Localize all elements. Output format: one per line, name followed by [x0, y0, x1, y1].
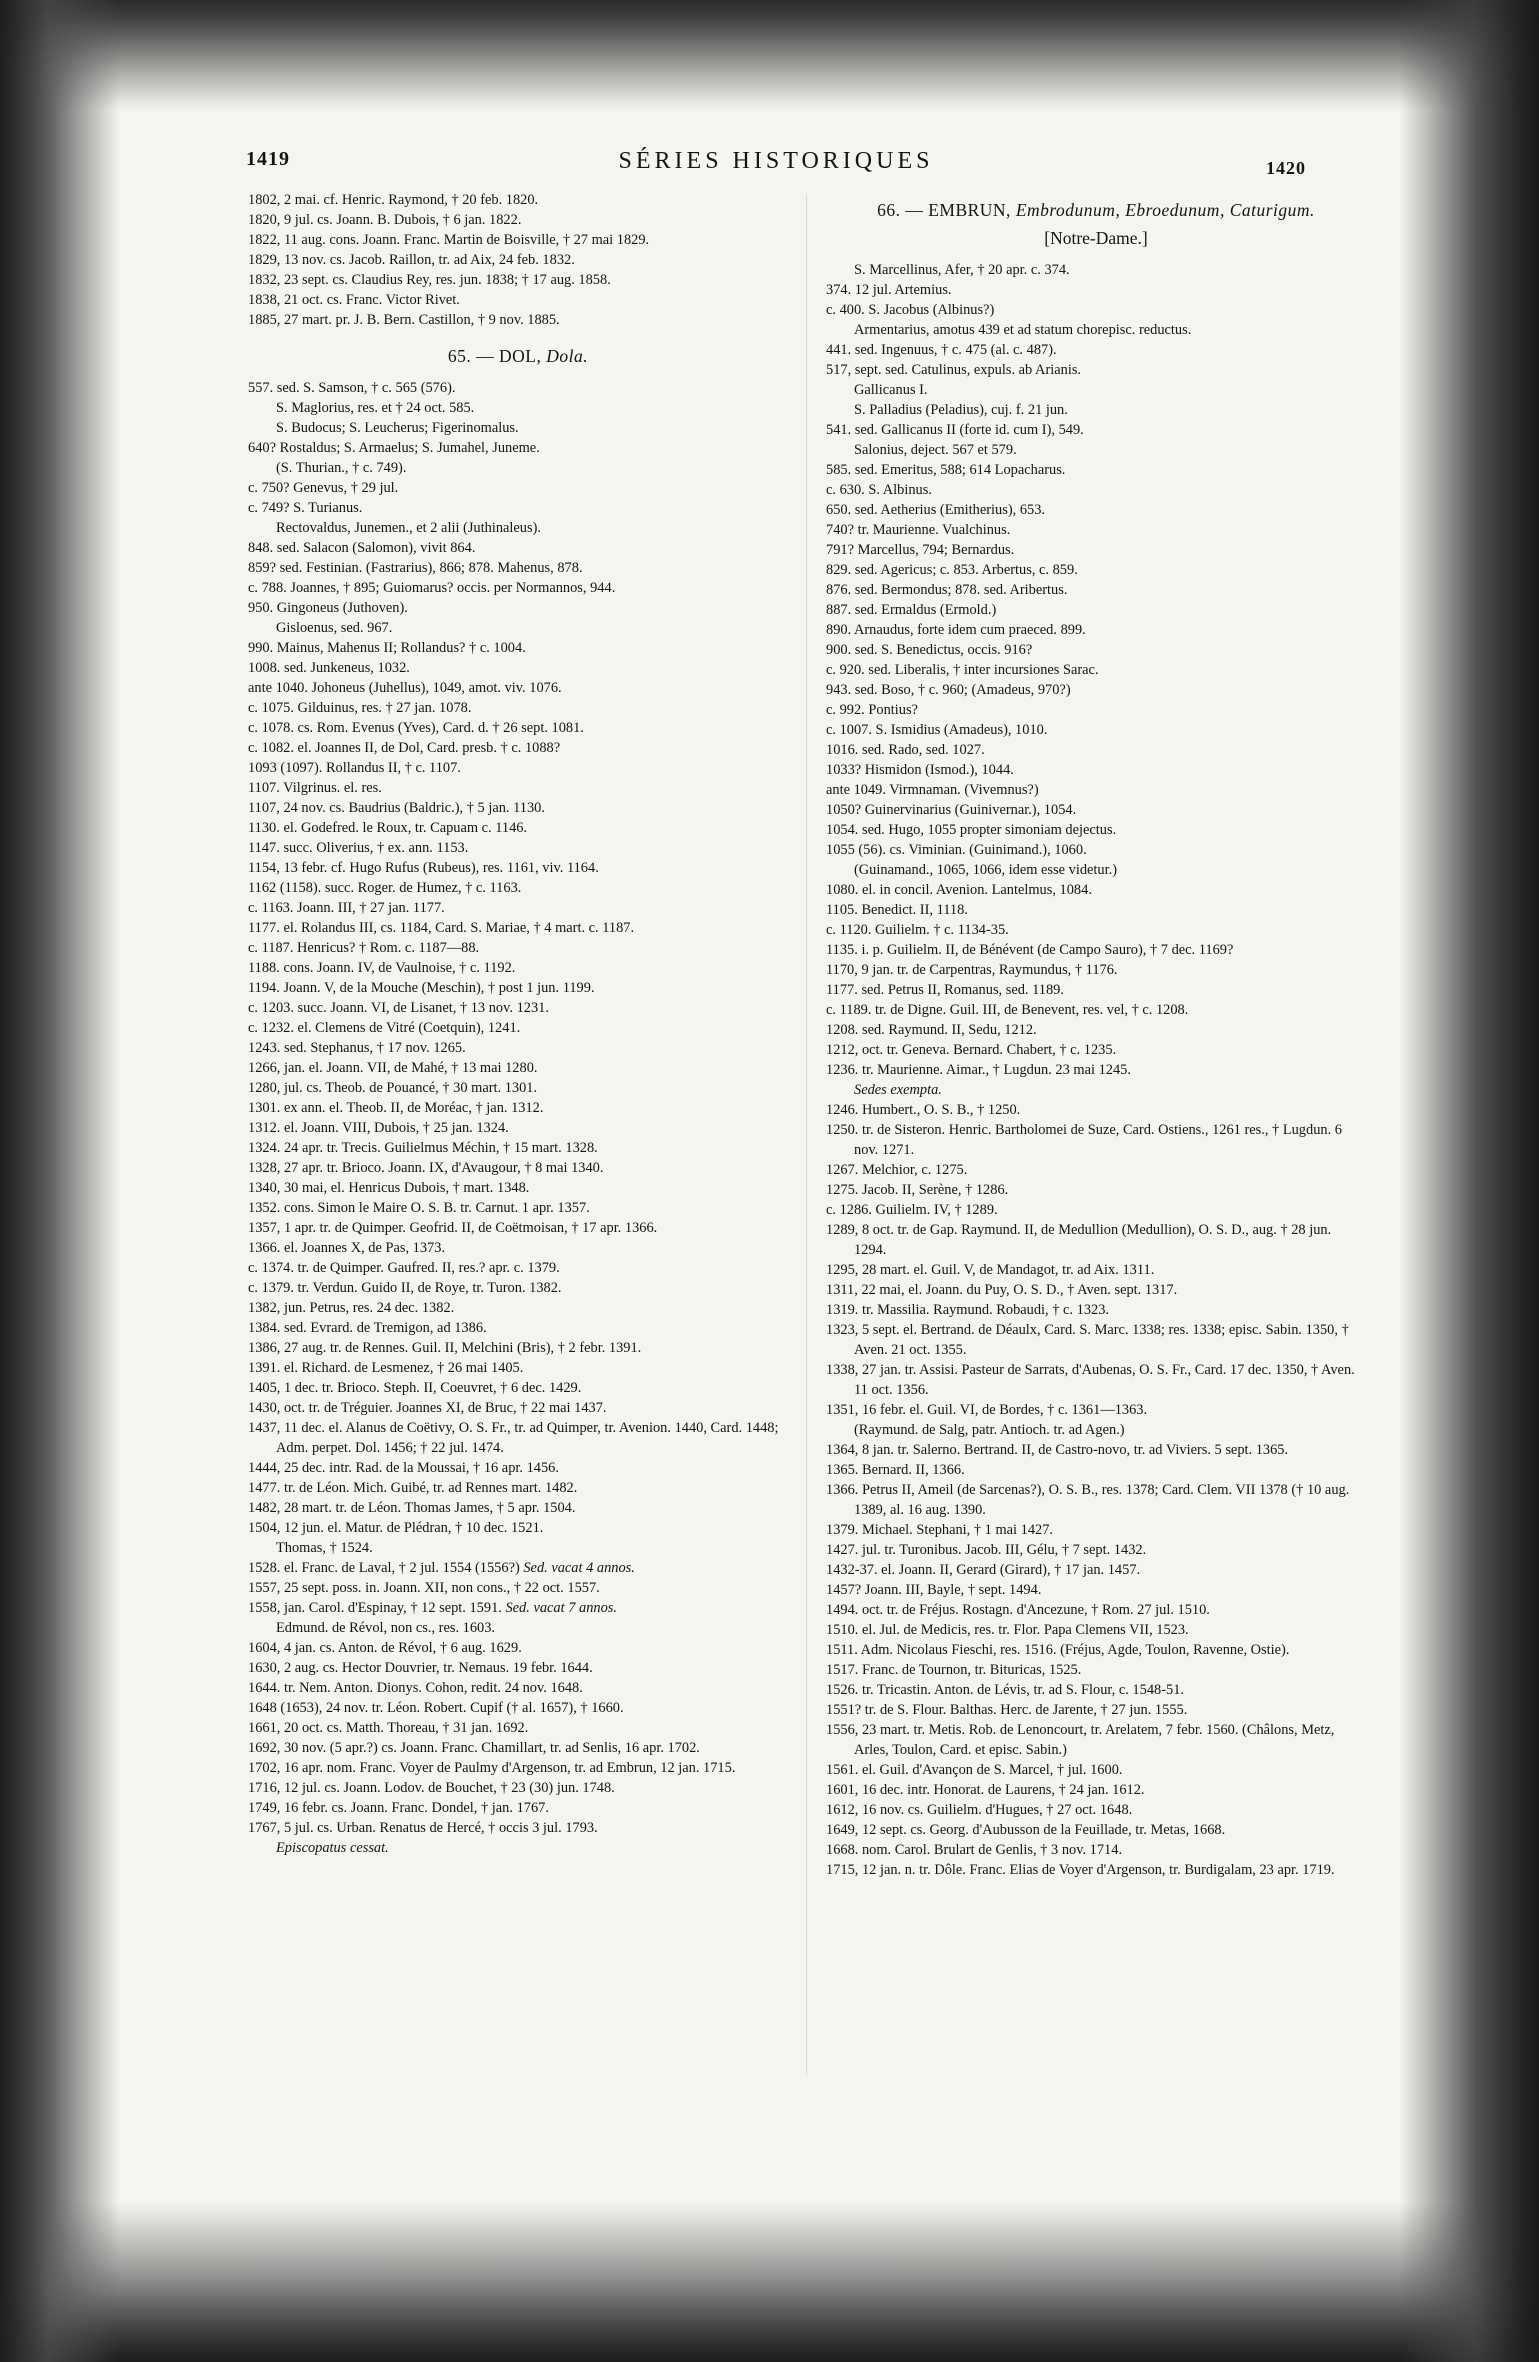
list-entry: 1526. tr. Tricastin. Anton. de Lévis, tr. ad S. Flour, c. 1548-51. — [826, 1682, 1184, 1698]
list-entry: c. 630. S. Albinus. — [826, 482, 932, 498]
list-entry: 1802, 2 mai. cf. Henric. Raymond, † 20 feb. 1820. — [248, 192, 539, 208]
list-entry: 1612, 16 nov. cs. Guilielm. d'Hugues, † 27 oct. 1648. — [826, 1802, 1133, 1818]
list-entry: (Guinamand., 1065, 1066, idem esse videtur.) — [854, 862, 1117, 878]
list-entry: 1319. tr. Massilia. Raymund. Robaudi, † c. 1323. — [826, 1302, 1109, 1318]
list-entry: 1517. Franc. de Tournon, tr. Bituricas, 1525. — [826, 1662, 1082, 1678]
list-entry: 1386, 27 aug. tr. de Rennes. Guil. II, Melchini (Bris), † 2 febr. 1391. — [248, 1340, 642, 1356]
list-entry: 557. sed. S. Samson, † c. 565 (576). — [248, 380, 456, 396]
entry-1528 — [248, 1558, 788, 1578]
list-entry: c. 1163. Joann. III, † 27 jan. 1177. — [248, 900, 445, 916]
scan-edge-right — [1399, 0, 1539, 2362]
list-entry: 1194. Joann. V, de la Mouche (Meschin), † post 1 jun. 1199. — [248, 980, 595, 996]
list-entry: c. 750? Genevus, † 29 jul. — [248, 480, 399, 496]
list-entry: 1170, 9 jan. tr. de Carpentras, Raymundus, † 1176. — [826, 962, 1118, 978]
list-entry: 1107, 24 nov. cs. Baudrius (Baldric.), † 5 jan. 1130. — [248, 800, 545, 816]
entry-1558 — [248, 1598, 788, 1618]
list-entry: 1437, 11 dec. el. Alanus de Coëtivy, O. S. Fr., tr. ad Quimper, tr. Avenion. 1440, Card. 1448; Adm. perpet. Dol. 1456; † 22 jul. 1474. — [248, 1420, 779, 1456]
list-entry: c. 992. Pontius? — [826, 702, 918, 718]
list-entry: 1366. el. Joannes X, de Pas, 1373. — [248, 1240, 446, 1256]
list-entry: S. Budocus; S. Leucherus; Figerinomalus. — [276, 420, 519, 436]
list-entry: 1556, 23 mart. tr. Metis. Rob. de Lenoncourt, tr. Arelatem, 7 febr. 1560. (Châlons, Metz, Arles, Toulon, Card. et episc. Sabin.) — [826, 1722, 1335, 1758]
column-divider — [806, 195, 807, 2075]
list-entry: 1384. sed. Evrard. de Tremigon, ad 1386. — [248, 1320, 487, 1336]
list-entry: 848. sed. Salacon (Salomon), vivit 864. — [248, 540, 476, 556]
list-entry: c. 1232. el. Clemens de Vitré (Coetquin), 1241. — [248, 1020, 521, 1036]
list-entry: 1644. tr. Nem. Anton. Dionys. Cohon, redit. 24 nov. 1648. — [248, 1680, 583, 1696]
list-entry: 1504, 12 jun. el. Matur. de Plédran, † 10 dec. 1521. — [248, 1520, 544, 1536]
list-entry: 1328, 27 apr. tr. Brioco. Joann. IX, d'Avaugour, † 8 mai 1340. — [248, 1160, 604, 1176]
list-entry: 1365. Bernard. II, 1366. — [826, 1462, 965, 1478]
list-entry: 900. sed. S. Benedictus, occis. 916? — [826, 642, 1033, 658]
list-entry: 1208. sed. Raymund. II, Sedu, 1212. — [826, 1022, 1037, 1038]
list-entry: 1692, 30 nov. (5 apr.?) cs. Joann. Franc. Chamillart, tr. ad Senlis, 16 apr. 1702. — [248, 1740, 700, 1756]
section-title-embrun — [826, 198, 1366, 222]
list-entry: S. Palladius (Peladius), cuj. f. 21 jun. — [854, 402, 1068, 418]
list-entry: 1379. Michael. Stephani, † 1 mai 1427. — [826, 1522, 1054, 1538]
list-entry: 1080. el. in concil. Avenion. Lantelmus, 1084. — [826, 882, 1092, 898]
list-entry: S. Marcellinus, Afer, † 20 apr. c. 374. — [854, 262, 1070, 278]
list-entry: (S. Thurian., † c. 749). — [276, 460, 407, 476]
list-entry: 640? Rostaldus; S. Armaelus; S. Jumahel, Juneme. — [248, 440, 540, 456]
list-entry: 1177. sed. Petrus II, Romanus, sed. 1189. — [826, 982, 1064, 998]
list-entry: 1427. jul. tr. Turonibus. Jacob. III, Gélu, † 7 sept. 1432. — [826, 1542, 1147, 1558]
list-entry: 1715, 12 jan. n. tr. Dôle. Franc. Elias de Voyer d'Argenson, tr. Burdigalam, 23 apr. 1719. — [826, 1862, 1335, 1878]
list-entry: 1340, 30 mai, el. Henricus Dubois, † mart. 1348. — [248, 1180, 530, 1196]
list-entry: 1280, jul. cs. Theob. de Pouancé, † 30 mart. 1301. — [248, 1080, 538, 1096]
list-entry: 1177. el. Rolandus III, cs. 1184, Card. S. Mariae, † 4 mart. c. 1187. — [248, 920, 635, 936]
list-entry: 1510. el. Jul. de Medicis, res. tr. Flor. Papa Clemens VII, 1523. — [826, 1622, 1189, 1638]
list-entry: 1716, 12 jul. cs. Joann. Lodov. de Bouchet, † 23 (30) jun. 1748. — [248, 1780, 615, 1796]
list-entry: 1236. tr. Maurienne. Aimar., † Lugdun. 23 mai 1245. — [826, 1062, 1131, 1078]
list-entry: Armentarius, amotus 439 et ad statum chorepisc. reductus. — [854, 322, 1192, 338]
left-page-number: 1419 — [246, 148, 290, 170]
right-column — [826, 190, 1366, 1880]
list-entry: c. 920. sed. Liberalis, † inter incursiones Sarac. — [826, 662, 1099, 678]
list-entry: 1364, 8 jan. tr. Salerno. Bertrand. II, de Castro-novo, tr. ad Viviers. 5 sept. 1365. — [826, 1442, 1289, 1458]
list-entry: c. 1286. Guilielm. IV, † 1289. — [826, 1202, 998, 1218]
list-entry: 887. sed. Ermaldus (Ermold.) — [826, 602, 997, 618]
list-entry: 950. Gingoneus (Juthoven). — [248, 600, 408, 616]
list-entry: (Raymund. de Salg, patr. Antioch. tr. ad Agen.) — [854, 1422, 1125, 1438]
section-title-embrun-main: 66. — EMBRUN, — [877, 200, 1016, 220]
list-entry: 1267. Melchior, c. 1275. — [826, 1162, 968, 1178]
list-entry: 1107. Vilgrinus. el. res. — [248, 780, 382, 796]
list-entry: 1250. tr. de Sisteron. Henric. Bartholomei de Suze, Card. Ostiens., 1261 res., † Lugdun. 6 nov. 1271. — [826, 1122, 1342, 1158]
list-entry: 1630, 2 aug. cs. Hector Douvrier, tr. Nemaus. 19 febr. 1644. — [248, 1660, 593, 1676]
list-entry: Rectovaldus, Junemen., et 2 alii (Juthinaleus). — [276, 520, 541, 536]
running-header — [246, 148, 1306, 182]
list-entry: 1055 (56). cs. Viminian. (Guinimand.), 1060. — [826, 842, 1087, 858]
list-entry: ante 1049. Virmnaman. (Vivemnus?) — [826, 782, 1039, 798]
list-entry: c. 1189. tr. de Digne. Guil. III, de Benevent, res. vel, † c. 1208. — [826, 1002, 1189, 1018]
closing-note: Episcopatus cessat. — [276, 1840, 389, 1856]
section-title-dol-main: 65. — DOL, — [447, 346, 547, 366]
left-intro-entries — [248, 190, 788, 330]
list-entry: 1832, 23 sept. cs. Claudius Rey, res. jun. 1838; † 17 aug. 1858. — [248, 272, 611, 288]
list-entry: 1050? Guinervinarius (Guinivernar.), 1054. — [826, 802, 1077, 818]
section-title-dol-latin: Dola. — [546, 346, 589, 366]
list-entry: 1820, 9 jul. cs. Joann. B. Dubois, † 6 jan. 1822. — [248, 212, 522, 228]
list-entry: 1767, 5 jul. cs. Urban. Renatus de Hercé, † occis 3 jul. 1793. — [248, 1820, 598, 1836]
list-entry: S. Maglorius, res. et † 24 oct. 585. — [276, 400, 475, 416]
right-page-number: 1420 — [1266, 158, 1306, 178]
list-entry: 1324. 24 apr. tr. Trecis. Guilielmus Méchin, † 15 mart. 1328. — [248, 1140, 598, 1156]
list-entry: 1008. sed. Junkeneus, 1032. — [248, 660, 410, 676]
list-entry: c. 1075. Gilduinus, res. † 27 jan. 1078. — [248, 700, 472, 716]
list-entry: 943. sed. Boso, † c. 960; (Amadeus, 970?) — [826, 682, 1071, 698]
list-entry: 1822, 11 aug. cons. Joann. Franc. Martin de Boisville, † 27 mai 1829. — [248, 232, 650, 248]
list-entry: 1016. sed. Rado, sed. 1027. — [826, 742, 985, 758]
scan-edge-left — [0, 0, 120, 2362]
list-entry: 1604, 4 jan. cs. Anton. de Révol, † 6 aug. 1629. — [248, 1640, 522, 1656]
list-entry: 1649, 12 sept. cs. Georg. d'Aubusson de la Feuillade, tr. Metas, 1668. — [826, 1822, 1226, 1838]
list-entry: 791? Marcellus, 794; Bernardus. — [826, 542, 1015, 558]
list-entry: 1382, jun. Petrus, res. 24 dec. 1382. — [248, 1300, 455, 1316]
list-entry: 1357, 1 apr. tr. de Quimper. Geofrid. II, de Coëtmoisan, † 17 apr. 1366. — [248, 1220, 658, 1236]
list-entry: c. 1374. tr. de Quimper. Gaufred. II, res.? apr. c. 1379. — [248, 1260, 560, 1276]
left-column — [248, 190, 788, 1858]
list-entry: 541. sed. Gallicanus II (forte id. cum I), 549. — [826, 422, 1084, 438]
entry-1557: 1557, 25 sept. poss. in. Joann. XII, non cons., † 22 oct. 1557. — [248, 1580, 600, 1596]
list-entry: 890. Arnaudus, forte idem cum praeced. 899. — [826, 622, 1086, 638]
embrun-entries-tail — [826, 1100, 1366, 1880]
list-entry: Gisloenus, sed. 967. — [276, 620, 393, 636]
list-entry: 1405, 1 dec. tr. Brioco. Steph. II, Coeuvret, † 6 dec. 1429. — [248, 1380, 582, 1396]
list-entry: 1154, 13 febr. cf. Hugo Rufus (Rubeus), res. 1161, viv. 1164. — [248, 860, 599, 876]
list-entry: 1323, 5 sept. el. Bertrand. de Déaulx, Card. S. Marc. 1338; res. 1338; episc. Sabin. 1350, † Aven. 21 oct. 1355. — [826, 1322, 1349, 1358]
list-entry: 1885, 27 mart. pr. J. B. Bern. Castillon, † 9 nov. 1885. — [248, 312, 560, 328]
list-entry: 1054. sed. Hugo, 1055 propter simoniam dejectus. — [826, 822, 1117, 838]
list-entry: c. 1187. Henricus? † Rom. c. 1187—88. — [248, 940, 480, 956]
list-entry: ante 1040. Johoneus (Juhellus), 1049, amot. viv. 1076. — [248, 680, 562, 696]
list-entry: 1246. Humbert., O. S. B., † 1250. — [826, 1102, 1021, 1118]
list-entry: 1457? Joann. III, Bayle, † sept. 1494. — [826, 1582, 1042, 1598]
list-entry: 1352. cons. Simon le Maire O. S. B. tr. Carnut. 1 apr. 1357. — [248, 1200, 590, 1216]
list-entry: c. 749? S. Turianus. — [248, 500, 363, 516]
list-entry: 374. 12 jul. Artemius. — [826, 282, 952, 298]
section-title-embrun-latin: Embrodunum, Ebroedunum, Caturigum. — [1015, 200, 1315, 220]
list-entry: 1312. el. Joann. VIII, Dubois, † 25 jan. 1324. — [248, 1120, 509, 1136]
list-entry: 1338, 27 jan. tr. Assisi. Pasteur de Sarrats, d'Aubenas, O. S. Fr., Card. 17 dec. 1350, † Aven. 11 oct. 1356. — [826, 1362, 1355, 1398]
list-entry: 1668. nom. Carol. Brulart de Genlis, † 3 nov. 1714. — [826, 1842, 1123, 1858]
scan-edge-bottom — [0, 2202, 1539, 2362]
list-entry: c. 400. S. Jacobus (Albinus?) — [826, 302, 995, 318]
scan-edge-top — [0, 0, 1539, 110]
list-entry: 1289, 8 oct. tr. de Gap. Raymund. II, de Medullion (Medullion), O. S. D., aug. † 28 jun. 1294. — [826, 1222, 1332, 1258]
list-entry: 1561. el. Guil. d'Avançon de S. Marcel, † jul. 1600. — [826, 1762, 1123, 1778]
list-entry: c. 1203. succ. Joann. VI, de Lisanet, † 13 nov. 1231. — [248, 1000, 549, 1016]
list-entry: 441. sed. Ingenuus, † c. 475 (al. c. 487). — [826, 342, 1057, 358]
list-entry: c. 788. Joannes, † 895; Guiomarus? occis. per Normannos, 944. — [248, 580, 616, 596]
entry-1558-text: 1558, jan. Carol. d'Espinay, † 12 sept. 1591. — [248, 1600, 506, 1616]
list-entry: 740? tr. Maurienne. Vualchinus. — [826, 522, 1011, 538]
list-entry: 990. Mainus, Mahenus II; Rollandus? † c. 1004. — [248, 640, 526, 656]
list-entry: 1212, oct. tr. Geneva. Bernard. Chabert, † c. 1235. — [826, 1042, 1117, 1058]
list-entry: c. 1082. el. Joannes II, de Dol, Card. presb. † c. 1088? — [248, 740, 561, 756]
list-entry: c. 1379. tr. Verdun. Guido II, de Roye, tr. Turon. 1382. — [248, 1280, 562, 1296]
list-entry: 829. sed. Agericus; c. 853. Arbertus, c. 859. — [826, 562, 1078, 578]
list-entry: 1829, 13 nov. cs. Jacob. Raillon, tr. ad Aix, 24 feb. 1832. — [248, 252, 575, 268]
embrun-entries — [826, 260, 1366, 1080]
list-entry: c. 1120. Guilielm. † c. 1134-35. — [826, 922, 1009, 938]
list-entry: 1188. cons. Joann. IV, de Vaulnoise, † c. 1192. — [248, 960, 516, 976]
list-entry: 1033? Hismidon (Ismod.), 1044. — [826, 762, 1014, 778]
list-entry: 517, sept. sed. Catulinus, expuls. ab Arianis. — [826, 362, 1082, 378]
list-entry: 1444, 25 dec. intr. Rad. de la Moussai, † 16 apr. 1456. — [248, 1460, 559, 1476]
list-entry: 1702, 16 apr. nom. Franc. Voyer de Paulmy d'Argenson, tr. ad Embrun, 12 jan. 1715. — [248, 1760, 736, 1776]
list-entry: 1093 (1097). Rollandus II, † c. 1107. — [248, 760, 461, 776]
list-entry: 1511. Adm. Nicolaus Fieschi, res. 1516. (Fréjus, Agde, Toulon, Ravenne, Ostie). — [826, 1642, 1290, 1658]
section-subtitle-embrun: [Notre-Dame.] — [1044, 228, 1148, 248]
list-entry: 650. sed. Aetherius (Emitherius), 653. — [826, 502, 1046, 518]
list-entry: c. 1078. cs. Rom. Evenus (Yves), Card. d. † 26 sept. 1081. — [248, 720, 584, 736]
list-entry: 1494. oct. tr. de Fréjus. Rostagn. d'Ancezune, † Rom. 27 jul. 1510. — [826, 1602, 1210, 1618]
list-entry: 1551? tr. de S. Flour. Balthas. Herc. de Jarente, † 27 jun. 1555. — [826, 1702, 1188, 1718]
list-entry: 1130. el. Godefred. le Roux, tr. Capuam c. 1146. — [248, 820, 528, 836]
dol-entries-tail — [248, 1638, 788, 1838]
list-entry: 1482, 28 mart. tr. de Léon. Thomas James, † 5 apr. 1504. — [248, 1500, 576, 1516]
list-entry: 585. sed. Emeritus, 588; 614 Lopacharus. — [826, 462, 1066, 478]
list-entry: Gallicanus I. — [854, 382, 928, 398]
entry-1558-continuation: Edmund. de Révol, non cs., res. 1603. — [276, 1620, 496, 1636]
list-entry: 1601, 16 dec. intr. Honorat. de Laurens, † 24 jan. 1612. — [826, 1782, 1145, 1798]
running-title: SÉRIES HISTORIQUES — [618, 148, 934, 174]
list-entry: 1243. sed. Stephanus, † 17 nov. 1265. — [248, 1040, 466, 1056]
list-entry: 859? sed. Festinian. (Fastrarius), 866; 878. Mahenus, 878. — [248, 560, 583, 576]
list-entry: 1311, 22 mai, el. Joann. du Puy, O. S. D., † Aven. sept. 1317. — [826, 1282, 1178, 1298]
list-entry: 876. sed. Bermondus; 878. sed. Aribertus. — [826, 582, 1068, 598]
list-entry: 1135. i. p. Guilielm. II, de Bénévent (de Campo Sauro), † 7 dec. 1169? — [826, 942, 1234, 958]
list-entry: 1295, 28 mart. el. Guil. V, de Mandagot, tr. ad Aix. 1311. — [826, 1262, 1155, 1278]
list-entry: 1266, jan. el. Joann. VII, de Mahé, † 13 mai 1280. — [248, 1060, 538, 1076]
entry-1528-note: Sed. vacat 4 annos. — [523, 1560, 635, 1576]
list-entry: 1477. tr. de Léon. Mich. Guibé, tr. ad Rennes mart. 1482. — [248, 1480, 578, 1496]
list-entry: 1661, 20 oct. cs. Matth. Thoreau, † 31 jan. 1692. — [248, 1720, 529, 1736]
dol-entries — [248, 378, 788, 1558]
list-entry: 1275. Jacob. II, Serène, † 1286. — [826, 1182, 1009, 1198]
list-entry: 1301. ex ann. el. Theob. II, de Moréac, † jan. 1312. — [248, 1100, 544, 1116]
sedes-exempta-note: Sedes exempta. — [854, 1082, 942, 1098]
section-title-dol — [248, 344, 788, 368]
list-entry: 1749, 16 febr. cs. Joann. Franc. Dondel, † jan. 1767. — [248, 1800, 549, 1816]
list-entry: 1147. succ. Oliverius, † ex. ann. 1153. — [248, 840, 469, 856]
list-entry: 1366. Petrus II, Ameil (de Sarcenas?), O. S. B., res. 1378; Card. Clem. VII 1378 († 10 aug. 1389, al. 16 aug. 1390. — [826, 1482, 1350, 1518]
list-entry: c. 1007. S. Ismidius (Amadeus), 1010. — [826, 722, 1048, 738]
list-entry: 1105. Benedict. II, 1118. — [826, 902, 968, 918]
list-entry: 1430, oct. tr. de Tréguier. Joannes XI, de Bruc, † 22 mai 1437. — [248, 1400, 607, 1416]
list-entry: Salonius, deject. 567 et 579. — [854, 442, 1017, 458]
list-entry: 1432-37. el. Joann. II, Gerard (Girard), † 17 jan. 1457. — [826, 1562, 1141, 1578]
entry-1528-text: 1528. el. Franc. de Laval, † 2 jul. 1554 (1556?) — [248, 1560, 524, 1576]
list-entry: 1391. el. Richard. de Lesmenez, † 26 mai 1405. — [248, 1360, 524, 1376]
list-entry: 1648 (1653), 24 nov. tr. Léon. Robert. Cupif († al. 1657), † 1660. — [248, 1700, 624, 1716]
entry-1558-note: Sed. vacat 7 annos. — [505, 1600, 617, 1616]
list-entry: 1162 (1158). succ. Roger. de Humez, † c. 1163. — [248, 880, 522, 896]
list-entry: 1351, 16 febr. el. Guil. VI, de Bordes, † c. 1361—1363. — [826, 1402, 1148, 1418]
list-entry: Thomas, † 1524. — [276, 1540, 373, 1556]
list-entry: 1838, 21 oct. cs. Franc. Victor Rivet. — [248, 292, 460, 308]
